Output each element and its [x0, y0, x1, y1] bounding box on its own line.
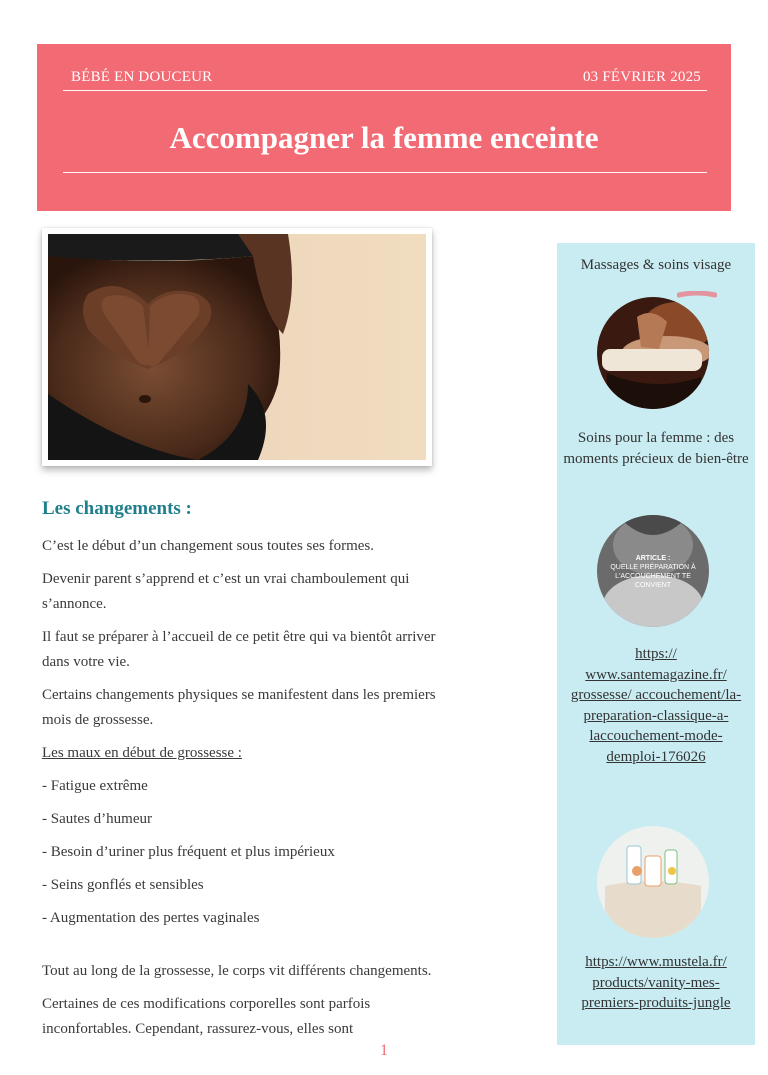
article-badge: ARTICLE :	[635, 555, 671, 562]
header-banner	[37, 44, 731, 211]
mustela-products-photo[interactable]	[597, 826, 709, 938]
brush-mark-decoration	[677, 291, 717, 299]
pregnant-belly-photo	[42, 228, 432, 466]
sidebar	[557, 243, 755, 1045]
article-body	[42, 498, 442, 1050]
paragraph: Devenir parent s’apprend et c’est un vrai chamboulement qui s’annonce.	[42, 571, 410, 612]
massage-photo	[597, 297, 709, 409]
header-date: 03 FÉVRIER 2025	[582, 68, 701, 85]
header-divider-top	[63, 90, 707, 91]
page-number: 1	[380, 1042, 388, 1059]
paragraph: Tout au long de la grossesse, le corps vit différents changements.	[42, 963, 432, 979]
paragraph: C’est le début d’un changement sous toutes ses formes.	[42, 538, 375, 554]
paragraph: Il faut se préparer à l’accueil de ce petit être qui va bientôt arriver dans votre vie.	[42, 629, 436, 670]
santemagazine-link[interactable]: https:// www.santemagazine.fr/ grossesse/ accouchement/la- preparation-classique-a- laccouchement-mode- demploi-176026	[570, 646, 742, 765]
sidebar-title: Massages & soins visage	[580, 257, 732, 273]
paragraph: Certaines de ces modifications corporelles sont parfois inconfortables. Cependant, rassurez-vous, elles sont	[42, 996, 371, 1037]
header-category: BÉBÉ EN DOUCEUR	[71, 68, 213, 85]
paragraph: Certains changements physiques se manifestent dans les premiers mois de grossesse.	[42, 687, 436, 728]
list-item: - Fatigue extrême	[42, 778, 148, 794]
article-badge-line: L'ACCOUCHEMENT TE CONVIENT	[615, 573, 691, 589]
list-item: - Sautes d’humeur	[42, 811, 152, 827]
header-divider-bottom	[63, 172, 707, 173]
page-title: Accompagner la femme enceinte	[169, 120, 599, 155]
article-badge-line: QUELLE PRÉPARATION À	[610, 564, 696, 571]
list-item: - Besoin d’uriner plus fréquent et plus impérieux	[42, 844, 335, 860]
list-item: - Augmentation des pertes vaginales	[42, 910, 260, 926]
article-thumbnail[interactable]	[597, 515, 709, 627]
sidebar-caption: Soins pour la femme : des moments précieux de bien-être	[563, 430, 749, 467]
mustela-link[interactable]: https://www.mustela.fr/ products/vanity-mes- premiers-produits-jungle	[581, 954, 731, 1011]
list-item: - Seins gonflés et sensibles	[42, 877, 204, 893]
section-heading: Les changements :	[42, 498, 192, 519]
symptoms-subheading: Les maux en début de grossesse :	[42, 745, 242, 761]
